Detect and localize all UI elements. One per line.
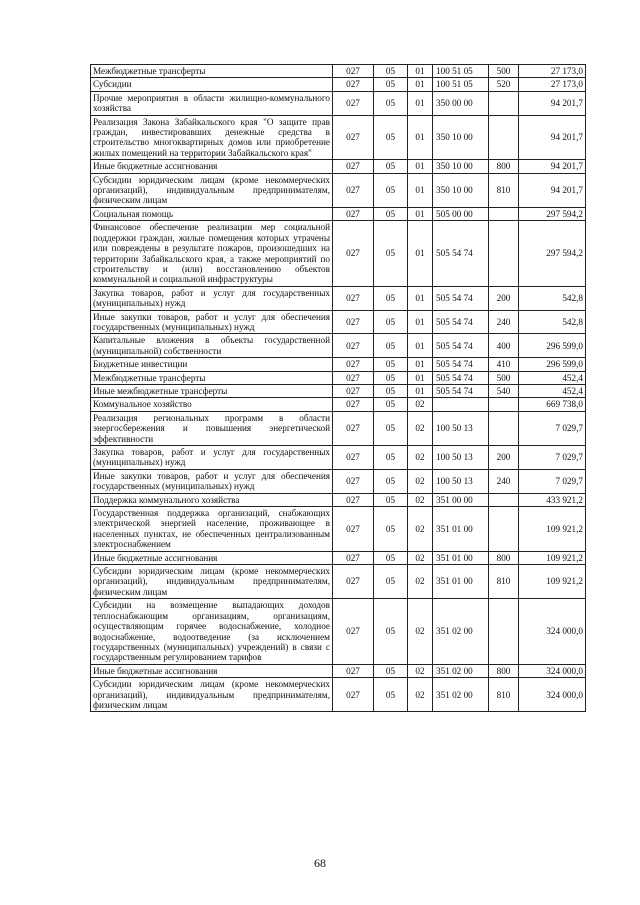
row-grbs-code: 027	[333, 599, 374, 664]
row-expense-type: 810	[489, 678, 519, 712]
row-grbs-code: 027	[333, 115, 374, 160]
row-expense-type	[489, 207, 519, 220]
table-row	[91, 286, 586, 310]
table-row	[91, 91, 586, 115]
row-subsection-code: 01	[408, 286, 433, 310]
table-row	[91, 678, 586, 712]
row-name: Закупка товаров, работ и услуг для государственных (муниципальных) нужд	[91, 286, 333, 310]
row-grbs-code: 027	[333, 65, 374, 78]
row-expense-type	[489, 91, 519, 115]
row-amount: 94 201,7	[519, 115, 586, 160]
row-expense-type	[489, 507, 519, 552]
row-target-article: 100 51 05	[433, 65, 489, 78]
row-name: Субсидии юридическим лицам (кроме некоммерческих организаций), индивидуальным предпринимателям, физическим лицам	[91, 678, 333, 712]
row-name: Реализация Закона Забайкальского края "О защите прав граждан, инвестировавших денежные средства в строительство многоквартирных домов или приобретение жилых помещений на территории Забайкальского края"	[91, 115, 333, 160]
budget-table	[90, 64, 586, 712]
row-expense-type	[489, 398, 519, 411]
row-amount: 94 201,7	[519, 160, 586, 173]
row-section-code: 05	[374, 310, 408, 334]
row-expense-type: 810	[489, 173, 519, 207]
row-target-article: 505 54 74	[433, 310, 489, 334]
row-section-code: 05	[374, 65, 408, 78]
row-expense-type: 240	[489, 310, 519, 334]
row-section-code: 05	[374, 115, 408, 160]
row-amount: 27 173,0	[519, 78, 586, 91]
row-name: Иные бюджетные ассигнования	[91, 551, 333, 564]
table-row	[91, 664, 586, 677]
row-target-article: 505 00 00	[433, 207, 489, 220]
row-name: Субсидии на возмещение выпадающих доходов теплоснабжающим организациям, организациям, осуществляющим горячее водоснабжение, холодное водоснабжение, водоотведение (за исключением государственных (муниципальных) учреждений) в связи с государственным регулированием тарифов	[91, 599, 333, 664]
budget-table-page	[90, 64, 585, 712]
row-grbs-code: 027	[333, 469, 374, 493]
row-expense-type: 200	[489, 286, 519, 310]
row-expense-type: 400	[489, 334, 519, 358]
row-amount: 433 921,2	[519, 493, 586, 506]
table-body	[91, 65, 586, 712]
row-target-article: 351 01 00	[433, 507, 489, 552]
table-row	[91, 358, 586, 371]
row-amount: 297 594,2	[519, 221, 586, 286]
row-target-article: 351 00 00	[433, 493, 489, 506]
row-subsection-code: 01	[408, 78, 433, 91]
row-target-article: 350 10 00	[433, 115, 489, 160]
row-name: Прочие мероприятия в области жилищно-коммунального хозяйства	[91, 91, 333, 115]
row-target-article: 350 00 00	[433, 91, 489, 115]
row-grbs-code: 027	[333, 160, 374, 173]
row-section-code: 05	[374, 286, 408, 310]
row-name: Иные бюджетные ассигнования	[91, 160, 333, 173]
row-target-article: 505 54 74	[433, 334, 489, 358]
row-name: Бюджетные инвестиции	[91, 358, 333, 371]
row-expense-type: 520	[489, 78, 519, 91]
row-name: Капитальные вложения в объекты государственной (муниципальной) собственности	[91, 334, 333, 358]
row-subsection-code: 01	[408, 358, 433, 371]
table-row	[91, 565, 586, 599]
row-grbs-code: 027	[333, 411, 374, 445]
row-grbs-code: 027	[333, 371, 374, 384]
row-subsection-code: 01	[408, 371, 433, 384]
row-subsection-code: 01	[408, 384, 433, 397]
row-expense-type	[489, 411, 519, 445]
row-name: Социальная помощь	[91, 207, 333, 220]
row-section-code: 05	[374, 551, 408, 564]
page-number: 68	[314, 856, 326, 870]
row-section-code: 05	[374, 371, 408, 384]
table-row	[91, 371, 586, 384]
row-subsection-code: 01	[408, 310, 433, 334]
row-section-code: 05	[374, 599, 408, 664]
row-target-article: 100 50 13	[433, 411, 489, 445]
row-grbs-code: 027	[333, 207, 374, 220]
row-section-code: 05	[374, 78, 408, 91]
row-target-article: 351 01 00	[433, 551, 489, 564]
row-name: Государственная поддержка организаций, снабжающих электрической энергией население, проживающее в населенных пунктах, не обеспеченных централизованным электроснабжением	[91, 507, 333, 552]
table-row	[91, 310, 586, 334]
row-target-article: 350 10 00	[433, 173, 489, 207]
row-target-article: 350 10 00	[433, 160, 489, 173]
table-row	[91, 384, 586, 397]
row-target-article: 505 54 74	[433, 286, 489, 310]
row-subsection-code: 01	[408, 221, 433, 286]
table-row	[91, 469, 586, 493]
row-expense-type: 540	[489, 384, 519, 397]
row-section-code: 05	[374, 91, 408, 115]
row-expense-type	[489, 115, 519, 160]
row-section-code: 05	[374, 221, 408, 286]
row-subsection-code: 02	[408, 565, 433, 599]
row-subsection-code: 02	[408, 551, 433, 564]
row-grbs-code: 027	[333, 334, 374, 358]
row-amount: 297 594,2	[519, 207, 586, 220]
row-section-code: 05	[374, 446, 408, 470]
row-subsection-code: 02	[408, 446, 433, 470]
row-target-article: 100 50 13	[433, 469, 489, 493]
row-grbs-code: 027	[333, 493, 374, 506]
row-grbs-code: 027	[333, 91, 374, 115]
table-row	[91, 599, 586, 664]
row-target-article: 100 51 05	[433, 78, 489, 91]
row-amount: 109 921,2	[519, 551, 586, 564]
row-name: Коммунальное хозяйство	[91, 398, 333, 411]
row-section-code: 05	[374, 469, 408, 493]
row-section-code: 05	[374, 565, 408, 599]
row-amount: 542,8	[519, 310, 586, 334]
row-amount: 7 029,7	[519, 446, 586, 470]
row-name: Иные закупки товаров, работ и услуг для обеспечения государственных (муниципальных) нужд	[91, 469, 333, 493]
row-amount: 7 029,7	[519, 469, 586, 493]
row-amount: 296 599,0	[519, 358, 586, 371]
row-target-article: 505 54 74	[433, 358, 489, 371]
row-name: Субсидии	[91, 78, 333, 91]
table-row	[91, 207, 586, 220]
row-expense-type	[489, 221, 519, 286]
table-row	[91, 411, 586, 445]
row-section-code: 05	[374, 384, 408, 397]
row-amount: 109 921,2	[519, 507, 586, 552]
row-expense-type: 410	[489, 358, 519, 371]
row-grbs-code: 027	[333, 398, 374, 411]
row-name: Поддержка коммунального хозяйства	[91, 493, 333, 506]
row-target-article: 505 54 74	[433, 371, 489, 384]
row-grbs-code: 027	[333, 78, 374, 91]
row-section-code: 05	[374, 207, 408, 220]
table-row	[91, 507, 586, 552]
row-amount: 296 599,0	[519, 334, 586, 358]
row-subsection-code: 01	[408, 115, 433, 160]
row-name: Субсидии юридическим лицам (кроме некоммерческих организаций), индивидуальным предпринимателям, физическим лицам	[91, 173, 333, 207]
row-amount: 452,4	[519, 384, 586, 397]
row-subsection-code: 01	[408, 207, 433, 220]
row-amount: 27 173,0	[519, 65, 586, 78]
row-name: Реализация региональных программ в области энергосбережения и повышения энергетической эффективности	[91, 411, 333, 445]
row-name: Финансовое обеспечение реализации мер социальной поддержки граждан, жилые помещения которых утрачены или повреждены в результате пожаров, произошедших на территории Забайкальского края, а также мероприятий по строительству и (или) восстановлению объектов коммунальной и социальной инфраструктуры	[91, 221, 333, 286]
row-subsection-code: 01	[408, 160, 433, 173]
row-target-article: 351 02 00	[433, 678, 489, 712]
row-expense-type: 800	[489, 664, 519, 677]
row-subsection-code: 02	[408, 599, 433, 664]
row-expense-type	[489, 493, 519, 506]
table-row	[91, 493, 586, 506]
row-grbs-code: 027	[333, 565, 374, 599]
row-subsection-code: 02	[408, 664, 433, 677]
row-target-article: 505 54 74	[433, 221, 489, 286]
row-name: Иные межбюджетные трансферты	[91, 384, 333, 397]
row-target-article: 351 02 00	[433, 664, 489, 677]
row-grbs-code: 027	[333, 507, 374, 552]
row-section-code: 05	[374, 173, 408, 207]
row-amount: 452,4	[519, 371, 586, 384]
table-row	[91, 115, 586, 160]
row-subsection-code: 02	[408, 507, 433, 552]
row-expense-type: 240	[489, 469, 519, 493]
row-expense-type: 800	[489, 160, 519, 173]
row-grbs-code: 027	[333, 446, 374, 470]
row-subsection-code: 02	[408, 469, 433, 493]
row-subsection-code: 02	[408, 678, 433, 712]
row-subsection-code: 01	[408, 334, 433, 358]
row-subsection-code: 01	[408, 91, 433, 115]
table-row	[91, 551, 586, 564]
row-expense-type: 800	[489, 551, 519, 564]
row-grbs-code: 027	[333, 221, 374, 286]
row-expense-type: 200	[489, 446, 519, 470]
row-name: Межбюджетные трансферты	[91, 371, 333, 384]
row-amount: 324 000,0	[519, 678, 586, 712]
row-target-article	[433, 398, 489, 411]
row-target-article: 351 02 00	[433, 599, 489, 664]
row-amount: 542,8	[519, 286, 586, 310]
row-grbs-code: 027	[333, 310, 374, 334]
row-target-article: 505 54 74	[433, 384, 489, 397]
row-grbs-code: 027	[333, 358, 374, 371]
row-amount: 324 000,0	[519, 599, 586, 664]
row-amount: 94 201,7	[519, 91, 586, 115]
table-row	[91, 78, 586, 91]
row-expense-type: 500	[489, 65, 519, 78]
row-target-article: 100 50 13	[433, 446, 489, 470]
row-grbs-code: 027	[333, 678, 374, 712]
row-name: Субсидии юридическим лицам (кроме некоммерческих организаций), индивидуальным предпринимателям, физическим лицам	[91, 565, 333, 599]
table-row	[91, 160, 586, 173]
row-section-code: 05	[374, 358, 408, 371]
row-section-code: 05	[374, 334, 408, 358]
row-name: Иные закупки товаров, работ и услуг для обеспечения государственных (муниципальных) нужд	[91, 310, 333, 334]
row-grbs-code: 027	[333, 286, 374, 310]
row-subsection-code: 01	[408, 65, 433, 78]
row-name: Межбюджетные трансферты	[91, 65, 333, 78]
row-grbs-code: 027	[333, 664, 374, 677]
row-expense-type: 500	[489, 371, 519, 384]
row-section-code: 05	[374, 664, 408, 677]
table-row	[91, 173, 586, 207]
row-grbs-code: 027	[333, 173, 374, 207]
table-row	[91, 221, 586, 286]
row-grbs-code: 027	[333, 384, 374, 397]
row-amount: 324 000,0	[519, 664, 586, 677]
row-name: Иные бюджетные ассигнования	[91, 664, 333, 677]
row-subsection-code: 01	[408, 173, 433, 207]
row-subsection-code: 02	[408, 411, 433, 445]
row-target-article: 351 01 00	[433, 565, 489, 599]
row-section-code: 05	[374, 507, 408, 552]
row-expense-type	[489, 599, 519, 664]
table-row	[91, 398, 586, 411]
row-section-code: 05	[374, 493, 408, 506]
row-section-code: 05	[374, 411, 408, 445]
row-subsection-code: 02	[408, 398, 433, 411]
row-amount: 7 029,7	[519, 411, 586, 445]
table-row	[91, 446, 586, 470]
row-amount: 109 921,2	[519, 565, 586, 599]
row-amount: 94 201,7	[519, 173, 586, 207]
row-subsection-code: 02	[408, 493, 433, 506]
row-expense-type: 810	[489, 565, 519, 599]
table-row	[91, 334, 586, 358]
table-row	[91, 65, 586, 78]
row-section-code: 05	[374, 160, 408, 173]
row-amount: 669 738,0	[519, 398, 586, 411]
row-section-code: 05	[374, 678, 408, 712]
row-name: Закупка товаров, работ и услуг для государственных (муниципальных) нужд	[91, 446, 333, 470]
row-section-code: 05	[374, 398, 408, 411]
row-grbs-code: 027	[333, 551, 374, 564]
